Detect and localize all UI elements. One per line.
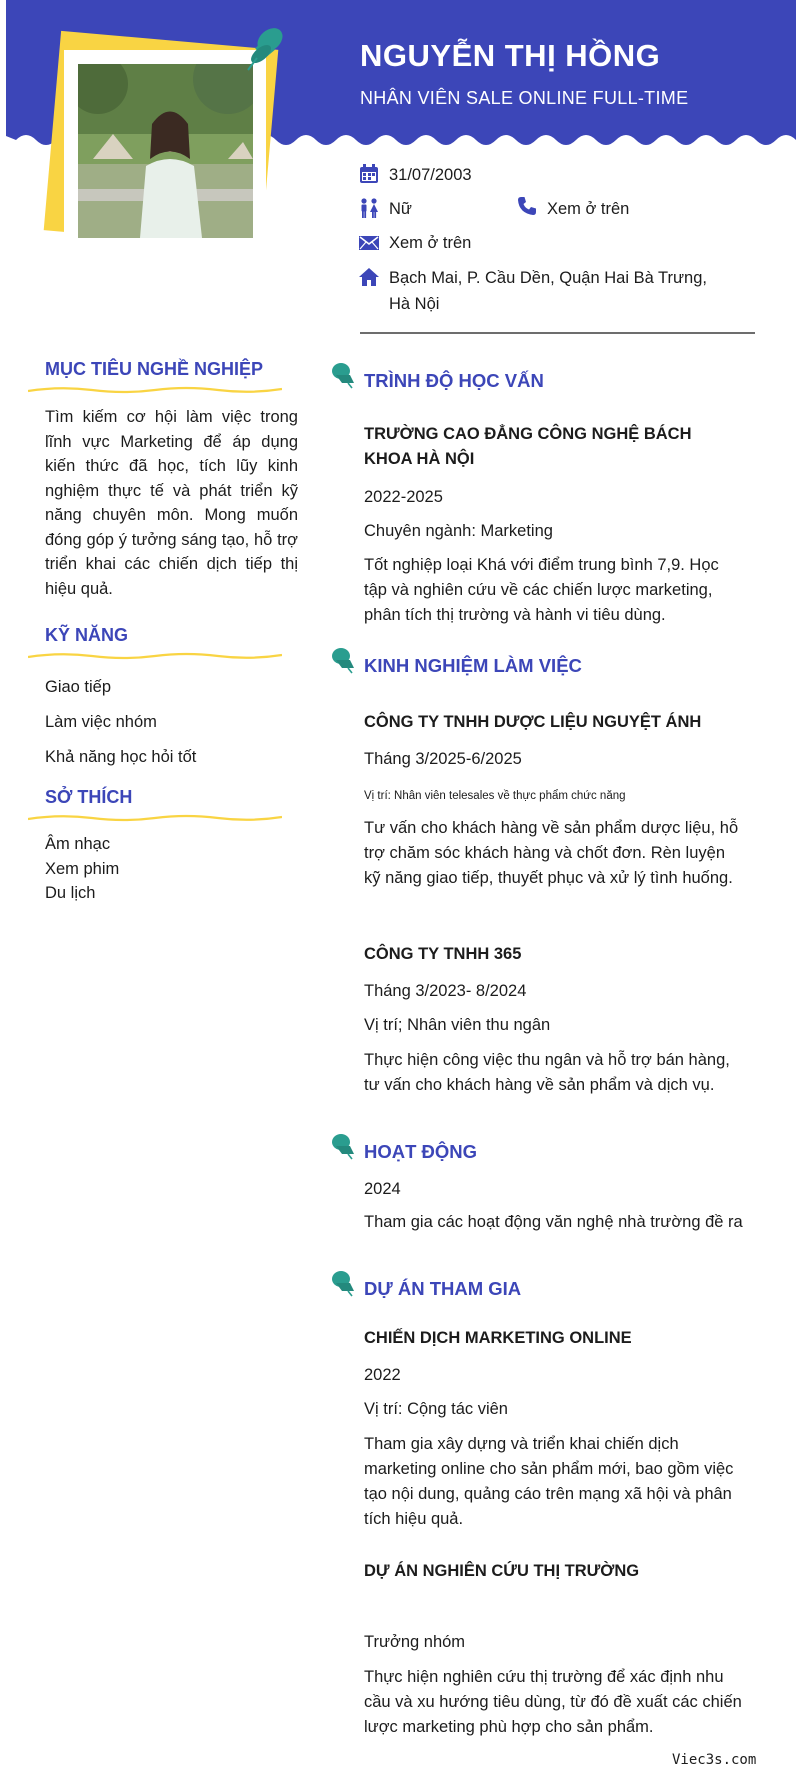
education-title: TRÌNH ĐỘ HỌC VẤN [364, 370, 544, 391]
projects-title: DỰ ÁN THAM GIA [364, 1278, 522, 1299]
phone: Xem ở trên [547, 200, 630, 218]
watermark: Viec3s.com [672, 1752, 757, 1768]
gender-icon [359, 198, 379, 218]
candidate-role: NHÂN VIÊN SALE ONLINE FULL-TIME [360, 88, 689, 108]
email: Xem ở trên [389, 234, 472, 252]
job-position: Vị trí: Nhân viên telesales về thực phẩm chức năng [364, 790, 626, 802]
project-year: 2022 [364, 1366, 401, 1384]
skills-underline [28, 651, 282, 661]
school-name: TRƯỜNG CAO ĐẲNG CÔNG NGHỆ BÁCH KHOA HÀ NỘI [364, 425, 692, 468]
objective-underline [28, 385, 282, 395]
experience-title: KINH NGHIỆM LÀM VIỆC [364, 655, 582, 676]
gender: Nữ [389, 200, 412, 218]
hobbies-underline [28, 813, 282, 823]
birthday: 31/07/2003 [389, 166, 472, 184]
project-description: Thực hiện nghiên cứu thị trường để xác định nhu cầu và xu hướng tiêu dùng, từ đó đề xuất các chiến lược marketing phù hợp cho sản phẩm. [364, 1668, 742, 1736]
project-role: Vị trí: Cộng tác viên [364, 1400, 508, 1418]
job-company: CÔNG TY TNHH 365 [364, 945, 522, 963]
pin-icon [330, 646, 356, 674]
project-name: CHIẾN DỊCH MARKETING ONLINE [364, 1329, 632, 1347]
hobbies-title: SỞ THÍCH [45, 787, 133, 807]
hobby-item: Du lịch [45, 884, 96, 902]
hobby-item: Xem phim [45, 860, 120, 878]
project-role: Trưởng nhóm [364, 1633, 466, 1651]
education-major: Chuyên ngành: Marketing [364, 522, 553, 540]
skill-item: Giao tiếp [45, 678, 112, 696]
skill-item: Làm việc nhóm [45, 713, 157, 731]
calendar-icon [359, 164, 379, 184]
objective-text: Tìm kiếm cơ hội làm việc trong lĩnh vực Marketing để áp dụng kiến thức đã học, tích lũy kinh nghiệm thực tế và phát triển kỹ năng chuyên môn. Mong muốn đóng góp ý tưởng sáng tạo, hỗ trợ triển khai các chiến dịch tiếp thị hiệu quả. [45, 408, 298, 598]
project-name: DỰ ÁN NGHIÊN CỨU THỊ TRƯỜNG [364, 1562, 640, 1580]
activities-title: HOẠT ĐỘNG [364, 1141, 478, 1162]
job-period: Tháng 3/2025-6/2025 [364, 750, 522, 768]
job-position: Vị trí; Nhân viên thu ngân [364, 1016, 551, 1034]
pin-icon [330, 1269, 356, 1297]
home-icon [359, 267, 379, 287]
contact-divider [360, 332, 755, 334]
job-description: Tư vấn cho khách hàng về sản phẩm dược liệu, hỗ trợ chăm sóc khách hàng và chốt đơn. Rèn luyện kỹ năng giao tiếp, thuyết phục và xử lý tình huống. [364, 819, 739, 887]
pin-icon [330, 361, 356, 389]
candidate-name: NGUYỄN THỊ HỒNG [360, 38, 661, 73]
pin-icon [244, 24, 290, 72]
skills-title: KỸ NĂNG [45, 625, 129, 645]
profile-photo [78, 64, 253, 238]
job-period: Tháng 3/2023- 8/2024 [364, 982, 527, 1000]
phone-icon [517, 196, 537, 216]
objective-title: MỤC TIÊU NGHỀ NGHIỆP [45, 359, 264, 379]
activity-year: 2024 [364, 1180, 401, 1198]
hobby-item: Âm nhạc [45, 835, 111, 853]
address-line-1: Bạch Mai, P. Cầu Dền, Quận Hai Bà Trưng, [389, 269, 707, 287]
education-description: Tốt nghiệp loại Khá với điểm trung bình 7,9. Học tập và nghiên cứu về các chiến lược marketing, phân tích thị trường và hành vi tiêu dùng. [364, 556, 719, 624]
address-line-2: Hà Nội [389, 295, 440, 313]
project-description: Tham gia xây dựng và triển khai chiến dịch marketing online cho sản phẩm mới, bao gồm việc tạo nội dung, quảng cáo trên mạng xã hội và phân tích hiệu quả. [364, 1435, 734, 1528]
job-description: Thực hiện công việc thu ngân và hỗ trợ bán hàng, tư vấn cho khách hàng về sản phẩm và dịch vụ. [364, 1051, 730, 1094]
activity-description: Tham gia các hoạt động văn nghệ nhà trường đề ra [364, 1213, 743, 1231]
job-company: CÔNG TY TNHH DƯỢC LIỆU NGUYỆT ÁNH [364, 713, 702, 731]
skill-item: Khả năng học hỏi tốt [45, 748, 197, 766]
email-icon [359, 233, 379, 253]
education-period: 2022-2025 [364, 488, 443, 506]
pin-icon [330, 1132, 356, 1160]
